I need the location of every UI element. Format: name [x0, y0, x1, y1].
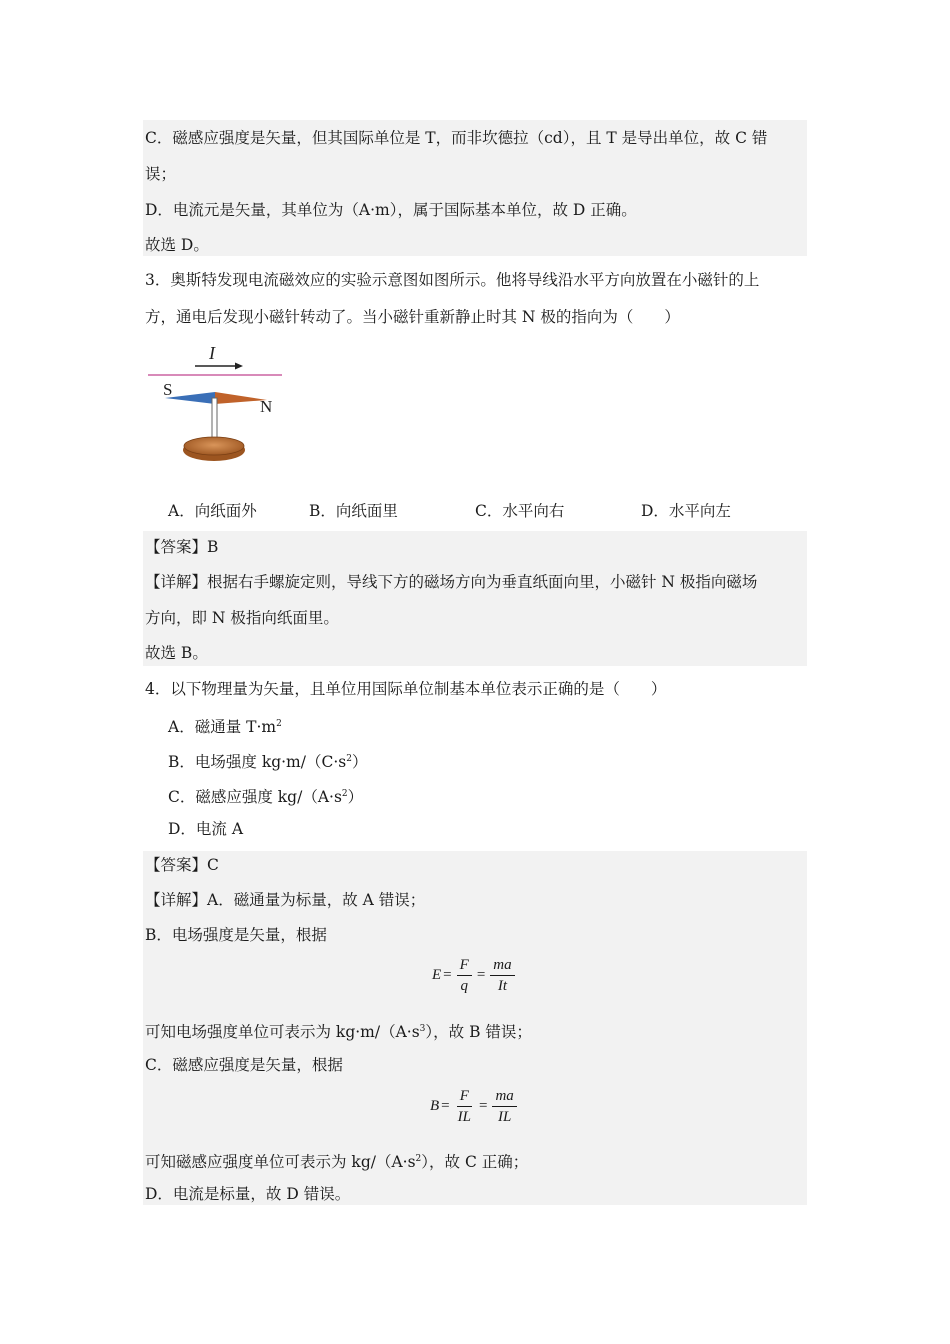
text-line: D．电流元是矢量，其单位为（A·m），属于国际基本单位，故 D 正确。 — [145, 201, 637, 219]
superscript: 2 — [346, 754, 352, 764]
current-arrow-head — [235, 363, 243, 370]
option-b: B．向纸面里 — [309, 502, 398, 520]
b-result-text: 可知电场强度单位可表示为 kg·m/（A·s — [145, 1023, 420, 1042]
q4-option-d: D．电流 A — [168, 820, 244, 838]
compass-needle-figure — [145, 338, 290, 466]
numerator: ma — [492, 1087, 516, 1107]
formula-electric-field — [432, 956, 518, 995]
text-line: 故选 D。 — [145, 236, 209, 254]
equals-sign: = — [443, 967, 452, 983]
option-c: C．水平向右 — [475, 502, 565, 520]
numerator: F — [457, 956, 472, 976]
q4-option-b — [168, 744, 367, 774]
answer-4: 【答案】C — [145, 856, 219, 874]
q4-option-b-end: ） — [351, 753, 368, 772]
detail-3: 【详解】根据右手螺旋定则，导线下方的磁场方向为垂直纸面向里，小磁针 N 极指向磁场 — [145, 573, 758, 591]
denominator: q — [460, 978, 468, 994]
option-a: A．向纸面外 — [168, 502, 257, 520]
detail-4-b-intro: B．电场强度是矢量，根据 — [145, 926, 327, 944]
detail-4-a: 【详解】A．磁通量为标量，故 A 错误； — [145, 891, 426, 909]
superscript: 2 — [341, 789, 348, 799]
superscript: 2 — [415, 1154, 422, 1164]
current-label: I — [209, 343, 215, 363]
q4-option-c — [168, 779, 363, 809]
c-result-end: ），故 C 正确； — [421, 1153, 529, 1172]
formula-magnetic-field — [430, 1087, 520, 1126]
q4-option-a — [168, 709, 282, 739]
equals-sign: = — [478, 1098, 488, 1114]
denominator: It — [497, 978, 508, 994]
fraction — [490, 956, 514, 995]
north-pole-label: N — [260, 397, 273, 416]
needle-south-half — [165, 392, 215, 404]
superscript: 2 — [276, 719, 282, 729]
q4-option-b-text: B．电场强度 kg·m/（C·s — [168, 753, 347, 772]
b-result-end: ），故 B 错误； — [425, 1023, 532, 1042]
detail-3-cont: 方向，即 N 极指向纸面里。 — [145, 609, 339, 627]
detail-4-c-result — [145, 1144, 807, 1174]
numerator: ma — [490, 956, 514, 976]
c-result-text: 可知磁感应强度单位可表示为 kg/（A·s — [145, 1153, 416, 1172]
formula-lhs: E — [432, 967, 442, 983]
q4-option-a-text: A．磁通量 T·m — [168, 718, 277, 737]
answer-3: 【答案】B — [145, 538, 219, 556]
superscript: 3 — [419, 1024, 426, 1034]
detail-4-b-result — [145, 1014, 807, 1044]
detail-4-c-intro: C．磁感应强度是矢量，根据 — [145, 1056, 343, 1074]
denominator: IL — [457, 1109, 471, 1125]
conclusion-3: 故选 B。 — [145, 644, 208, 662]
fraction — [455, 1087, 474, 1126]
formula-lhs: B — [430, 1098, 440, 1114]
q4-option-c-end: ） — [347, 788, 364, 807]
south-pole-label: S — [163, 380, 173, 399]
question-3-stem-cont: 方，通电后发现小磁针转动了。当小磁针重新静止时其 N 极的指向为（ ） — [145, 308, 680, 326]
fraction — [492, 1087, 516, 1126]
fraction — [457, 956, 472, 995]
base-top — [184, 437, 244, 455]
denominator: IL — [497, 1109, 512, 1125]
text-line: 误； — [145, 165, 177, 183]
equals-sign: = — [476, 967, 486, 983]
numerator: F — [457, 1087, 472, 1107]
question-3-stem: 3．奥斯特发现电流磁效应的实验示意图如图所示。他将导线沿水平方向放置在小磁针的上 — [145, 271, 760, 289]
option-d: D．水平向左 — [641, 502, 731, 520]
equals-sign: = — [441, 1098, 450, 1114]
detail-4-d: D．电流是标量，故 D 错误。 — [145, 1185, 351, 1203]
text-line: C．磁感应强度是矢量，但其国际单位是 T，而非坎德拉（cd），且 T 是导出单位，故 C 错 — [145, 129, 768, 147]
question-4-stem: 4．以下物理量为矢量，且单位用国际单位制基本单位表示正确的是（ ） — [145, 680, 667, 698]
q4-option-c-text: C．磁感应强度 kg/（A·s — [168, 788, 342, 807]
